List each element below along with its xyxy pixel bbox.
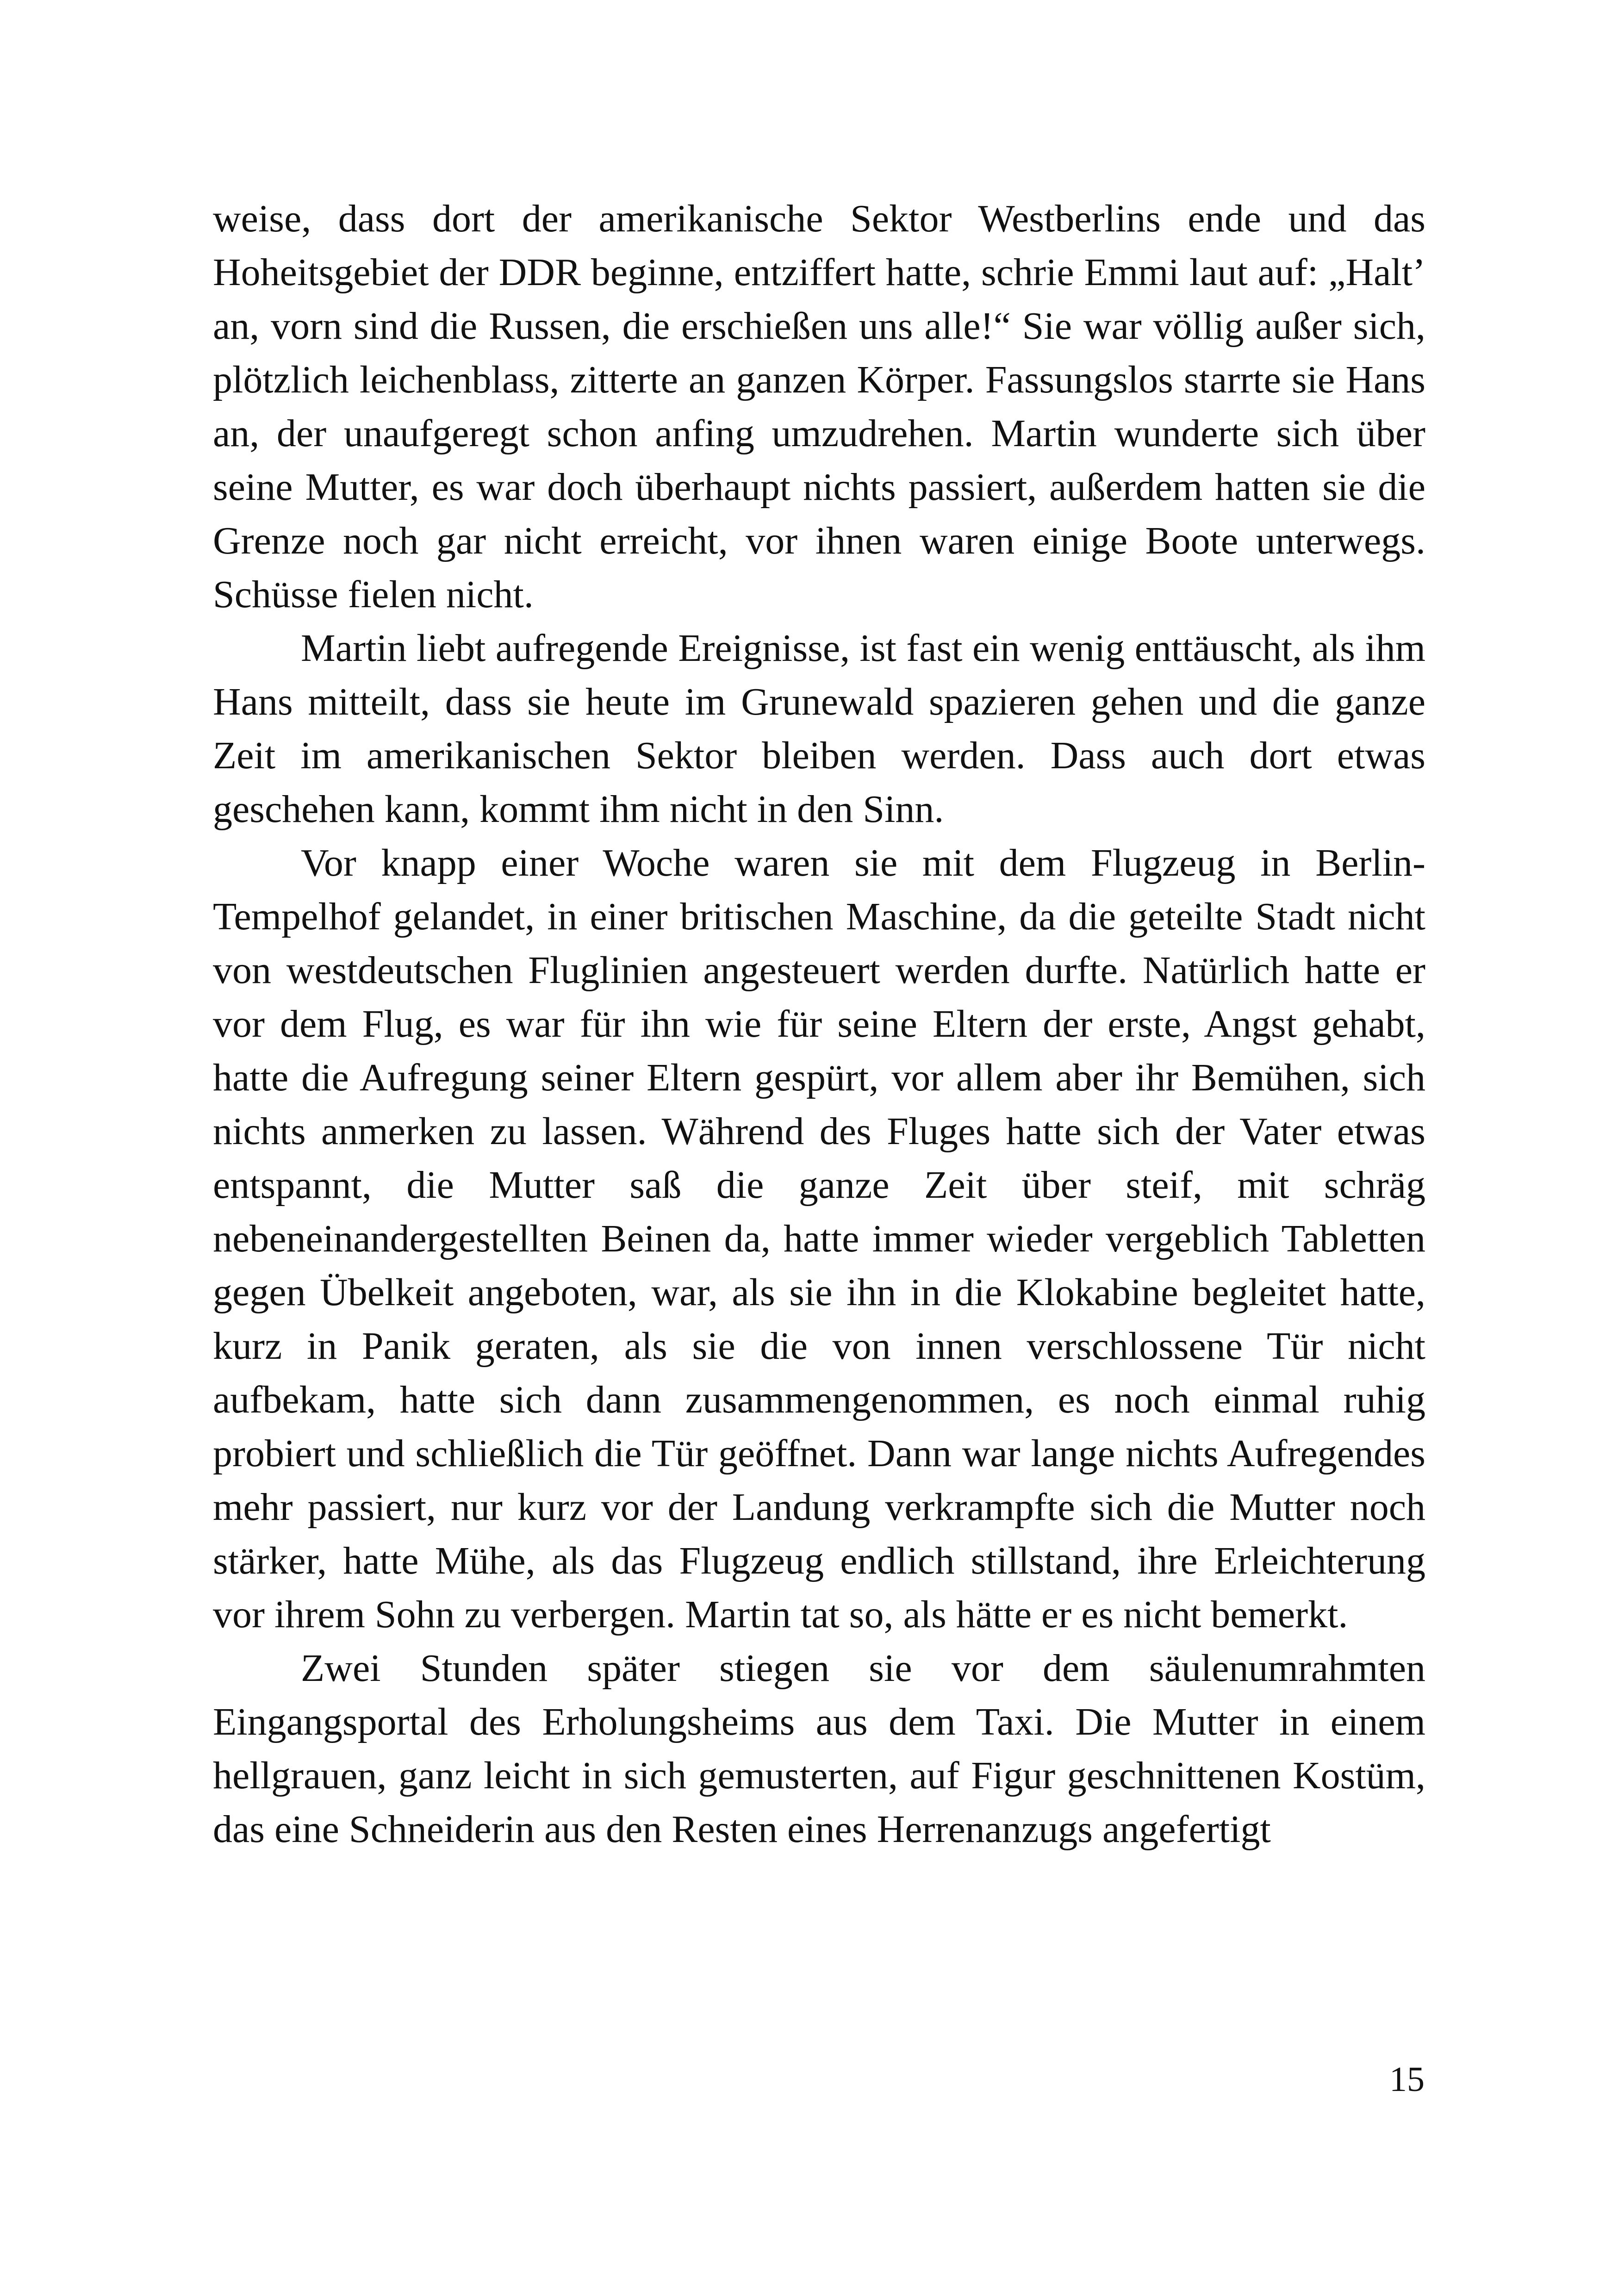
paragraph-4: Zwei Stunden später stiegen sie vor dem säulenumrahmten Eingangsportal des Erholungsheims aus dem Taxi. Die Mutter in einem hellgrauen, ganz leicht in sich gemusterten, auf Figur geschnittenen Kostüm, das eine Schneiderin aus den Resten eines Herrenanzugs angefertigt <box>213 1647 1425 1851</box>
paragraph-3: Vor knapp einer Woche waren sie mit dem Flugzeug in Berlin-Tempelhof gelandet, in einer britischen Maschine, da die geteilte Stadt nicht von westdeutschen Fluglinien angesteuert werden durfte. Natürlich hatte er vor dem Flug, es war für ihn wie für seine Eltern der erste, Angst gehabt, hatte die Aufregung seiner Eltern gespürt, vor allem aber ihr Bemühen, sich nichts anmerken zu lassen. Während des Fluges hatte sich der Vater etwas entspannt, die Mutter saß die ganze Zeit über steif, mit schräg nebeneinandergestellten Beinen da, hatte immer wieder vergeblich Tabletten gegen Übelkeit angeboten, war, als sie ihn in die Klokabine begleitet hatte, kurz in Panik geraten, als sie die von innen verschlossene Tür nicht aufbekam, hatte sich dann zusammengenommen, es noch einmal ruhig probiert und schließlich die Tür geöffnet. Dann war lange nichts Aufregendes mehr passiert, nur kurz vor der Landung verkrampfte sich die Mutter noch stärker, hatte Mühe, als das Flugzeug endlich stillstand, ihre Erleichterung vor ihrem Sohn zu verbergen. Martin tat so, als hätte er es nicht bemerkt. <box>213 841 1425 1636</box>
paragraph-2: Martin liebt aufregende Ereignisse, ist fast ein wenig enttäuscht, als ihm Hans mitteilt, dass sie heute im Grunewald spazieren gehen und die ganze Zeit im amerikanischen Sektor bleiben werden. Dass auch dort etwas geschehen kann, kommt ihm nicht in den Sinn. <box>213 627 1425 831</box>
page-number: 15 <box>1389 2060 1425 2099</box>
body-text <box>213 192 1425 1856</box>
paragraph-1: weise, dass dort der amerikanische Sektor Westberlins ende und das Hoheitsgebiet der DDR beginne, entziffert hatte, schrie Emmi laut auf: „Halt’ an, vorn sind die Russen, die erschießen uns alle!“ Sie war völlig außer sich, plötzlich leichenblass, zitterte an ganzen Körper. Fassungslos starrte sie Hans an, der unaufgeregt schon anfing umzudrehen. Martin wunderte sich über seine Mutter, es war doch überhaupt nichts passiert, außerdem hatten sie die Grenze noch gar nicht erreicht, vor ihnen waren einige Boote unterwegs. Schüsse fielen nicht. <box>213 197 1425 616</box>
